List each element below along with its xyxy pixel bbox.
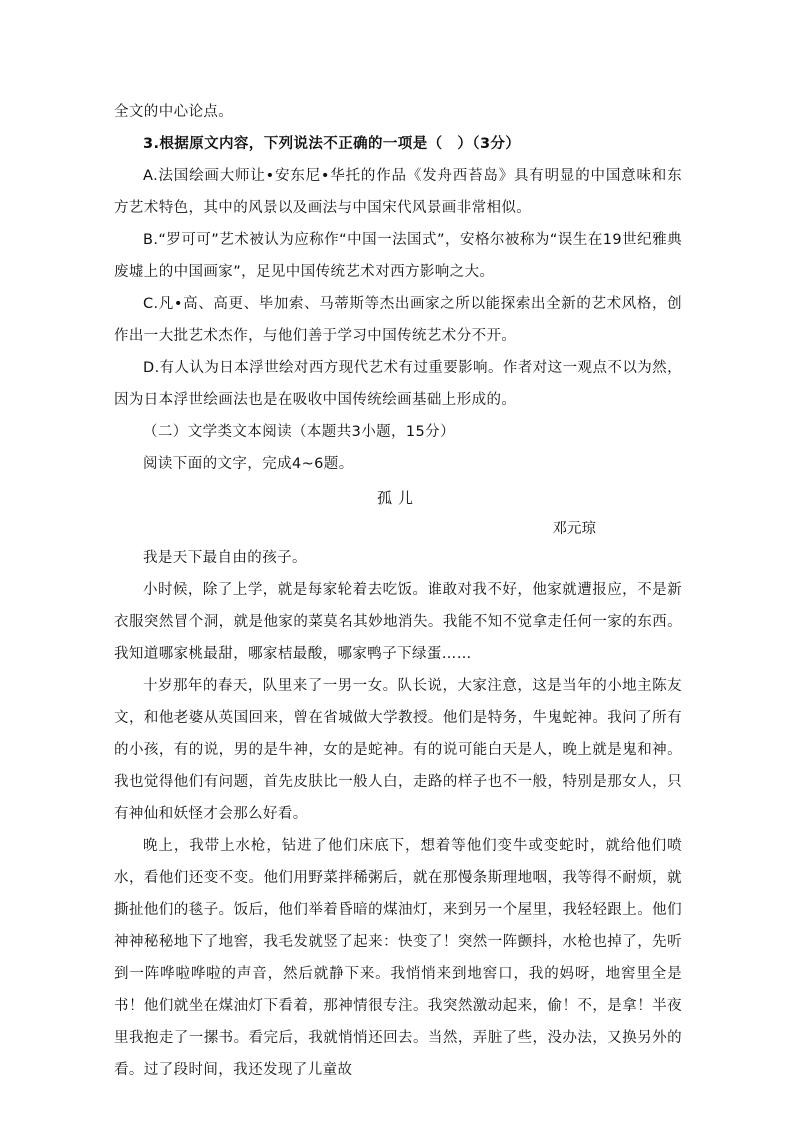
story-paragraph-1: 我是天下最自由的孩子。 — [143, 550, 307, 566]
section-heading: （二）文学类文本阅读（本题共3小题，15分） — [143, 424, 455, 440]
option-d: D.有人认为日本浮世绘对西方现代艺术有过重要影响。作者对这一观点不以为然，因为日本浮世绘画法也是在吸收中国传统绘画基础上形成的。 — [114, 360, 682, 408]
reading-instruction: 阅读下面的文字，完成4~6题。 — [143, 456, 354, 472]
story-paragraph-2: 小时候，除了上学，就是每家轮着去吃饭。谁敢对我不好，他家就遭报应，不是新衣服突然冒个洞，就是他家的菜莫名其妙地消失。我能不知不觉拿走任何一家的东西。我知道哪家桃最甜，哪家桔最酸，哪家鸭子下绿蛋…… — [114, 582, 682, 662]
story-title: 孤儿 — [376, 489, 419, 507]
story-author: 邓元琼 — [552, 521, 596, 537]
option-c: C.凡•高、高更、毕加索、马蒂斯等杰出画家之所以能探索出全新的艺术风格，创作出一大批艺术杰作，与他们善于学习中国传统艺术分不开。 — [114, 296, 682, 344]
story-paragraph-4: 晚上，我带上水枪，钻进了他们床底下，想着等他们变牛或变蛇时，就给他们喷水，看他们还变不变。他们用野菜拌稀粥后，就在那慢条斯理地咽，我等得不耐烦，就撕扯他们的毯子。饭后，他们举着昏暗的煤油灯，来到另一个屋里，我轻轻跟上。他们神神秘秘地下了地窖，我毛发就竖了起来：快变了！突然一阵颤抖，水枪也掉了，先听到一阵哗啦哗啦的声音，然后就静下来。我悄悄来到地窖口，我的妈呀，地窖里全是书！他们就坐在煤油灯下看着，那神情很专注。我突然激动起来，偷！不，是拿！半夜里我抱走了一摞书。看完后，我就悄悄还回去。当然，弄脏了些，没办法，又换另外的看。过了段时间，我还发现了儿童故 — [114, 838, 682, 1078]
option-b: B.“罗可可”艺术被认为应称作“中国一法国式”，安格尔被称为“误生在19世纪雅典废墟上的中国画家”，足见中国传统艺术对西方影响之大。 — [114, 232, 682, 280]
option-a: A.法国绘画大师让•安东尼•华托的作品《发舟西苔岛》具有明显的中国意味和东方艺术特色，其中的风景以及画法与中国宋代风景画非常相似。 — [114, 168, 682, 216]
story-paragraph-3: 十岁那年的春天，队里来了一男一女。队长说，大家注意，这是当年的小地主陈友文，和他老婆从英国回来，曾在省城做大学教授。他们是特务，牛鬼蛇神。我问了所有的小孩，有的说，男的是牛神，女的是蛇神。有的说可能白天是人，晚上就是鬼和神。我也觉得他们有问题，首先皮肤比一般人白，走路的样子也不一般，特别是那女人，只有神仙和妖怪才会那么好看。 — [114, 678, 682, 822]
question-3: 3.根据原文内容，下列说法不正确的一项是（ ）（3分） — [143, 136, 521, 152]
paragraph-central-argument: 全文的中心论点。 — [114, 104, 234, 120]
